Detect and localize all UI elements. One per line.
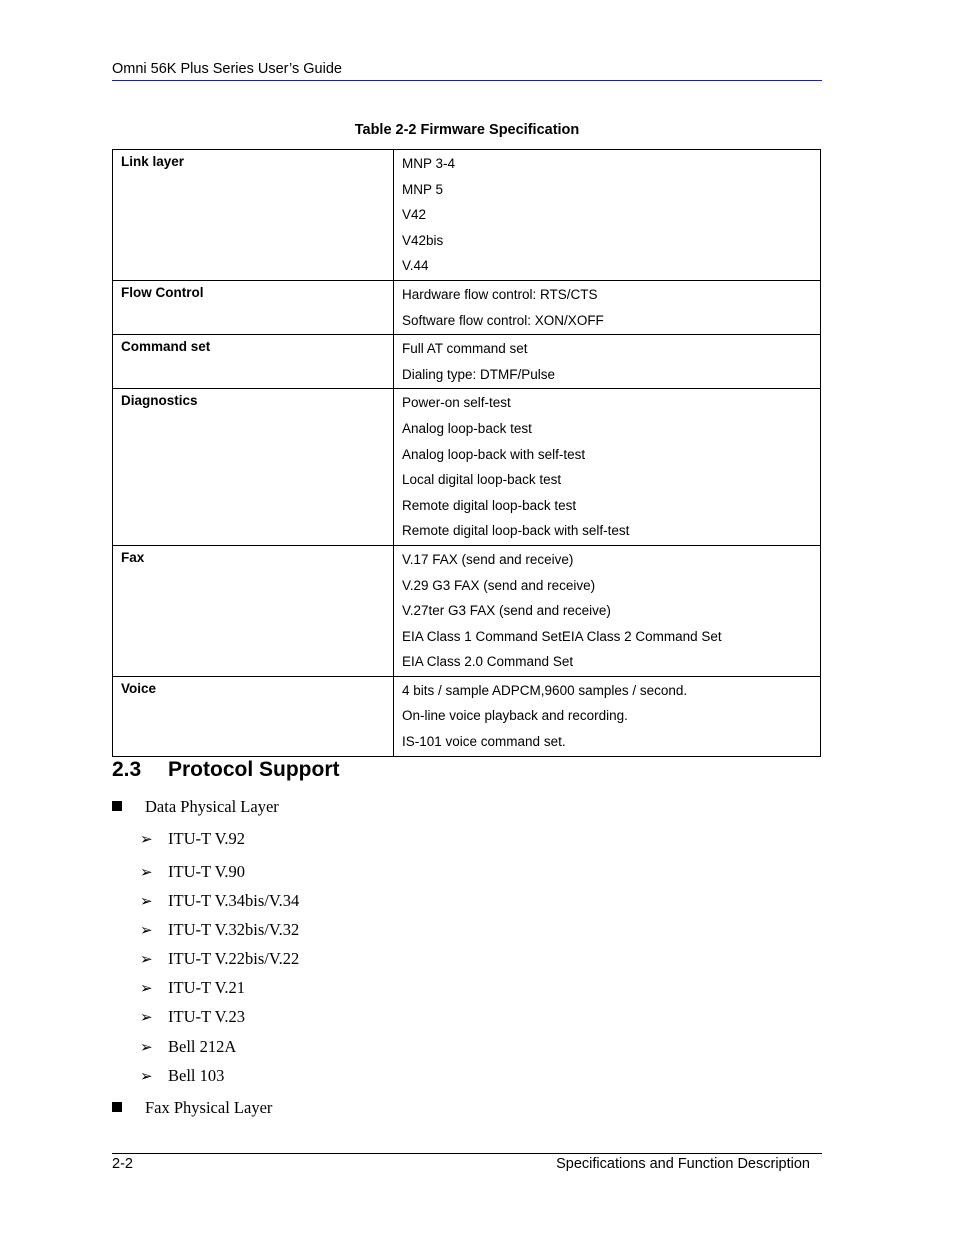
arrow-bullet-icon: ➢ <box>140 892 153 910</box>
list-item <box>140 1007 245 1027</box>
row-value: 4 bits / sample ADPCM,9600 samples / second. <box>402 682 688 698</box>
table-row <box>113 335 821 389</box>
list-item-label: ITU-T V.21 <box>168 978 246 997</box>
row-values <box>394 676 821 756</box>
row-value: Dialing type: DTMF/Pulse <box>402 366 556 382</box>
list-item-label: ITU-T V.22bis/V.22 <box>168 949 300 968</box>
table-row <box>113 389 821 546</box>
section-title: Protocol Support <box>168 758 340 781</box>
square-bullet-icon <box>112 1102 122 1112</box>
list-item-label: ITU-T V.90 <box>168 862 246 881</box>
firmware-spec-table-body <box>113 150 821 757</box>
row-value: V.27ter G3 FAX (send and receive) <box>402 603 611 619</box>
row-value: EIA Class 1 Command SetEIA Class 2 Command Set <box>402 628 722 644</box>
row-value: Remote digital loop-back with self-test <box>402 523 630 539</box>
arrow-bullet-icon: ➢ <box>140 830 153 848</box>
row-label: Fax <box>113 545 394 676</box>
bullet-label: Fax Physical Layer <box>145 1098 273 1117</box>
arrow-bullet-icon: ➢ <box>140 863 153 881</box>
page-number: 2-2 <box>112 1156 133 1172</box>
table-caption: Table 2-2 Firmware Specification <box>354 122 580 138</box>
row-values <box>394 389 821 546</box>
row-value: V.29 G3 FAX (send and receive) <box>402 577 596 593</box>
table-row <box>113 676 821 756</box>
list-item <box>140 891 299 911</box>
section-heading <box>112 758 340 782</box>
row-values <box>394 545 821 676</box>
bullet-label: Data Physical Layer <box>145 797 279 816</box>
arrow-bullet-icon: ➢ <box>140 979 153 997</box>
list-item <box>140 1066 224 1086</box>
row-value: On-line voice playback and recording. <box>402 708 628 724</box>
row-value: EIA Class 2.0 Command Set <box>402 654 574 670</box>
bullet-fax-physical-layer <box>112 1098 272 1118</box>
row-values <box>394 335 821 389</box>
section-number: 2.3 <box>112 758 142 781</box>
row-values <box>394 280 821 334</box>
table-row <box>113 545 821 676</box>
list-item-label: ITU-T V.92 <box>168 829 246 848</box>
list-item <box>140 1037 236 1057</box>
list-item <box>140 920 299 940</box>
running-header: Omni 56K Plus Series User’s Guide <box>112 61 342 77</box>
row-value: Power-on self-test <box>402 395 511 411</box>
row-label: Voice <box>113 676 394 756</box>
row-value: V42bis <box>402 232 444 248</box>
row-value: Remote digital loop-back test <box>402 497 577 513</box>
list-item <box>140 949 299 969</box>
list-item <box>140 829 245 849</box>
table-row <box>113 280 821 334</box>
table-row <box>113 150 821 281</box>
arrow-bullet-icon: ➢ <box>140 1008 153 1026</box>
square-bullet-icon <box>112 801 122 811</box>
row-value: Full AT command set <box>402 341 528 357</box>
row-value: Analog loop-back with self-test <box>402 446 586 462</box>
list-item-label: Bell 103 <box>168 1066 225 1085</box>
list-item-label: Bell 212A <box>168 1037 237 1056</box>
arrow-bullet-icon: ➢ <box>140 921 153 939</box>
list-item <box>140 862 245 882</box>
row-value: Local digital loop-back test <box>402 472 562 488</box>
row-label: Flow Control <box>113 280 394 334</box>
row-value: Software flow control: XON/XOFF <box>402 312 604 328</box>
arrow-bullet-icon: ➢ <box>140 950 153 968</box>
list-item-label: ITU-T V.34bis/V.34 <box>168 891 300 910</box>
list-item-label: ITU-T V.23 <box>168 1007 246 1026</box>
arrow-bullet-icon: ➢ <box>140 1038 153 1056</box>
row-value: V.44 <box>402 258 429 274</box>
row-value: V.17 FAX (send and receive) <box>402 551 574 567</box>
row-label: Link layer <box>113 150 394 281</box>
row-values <box>394 150 821 281</box>
row-value: Hardware flow control: RTS/CTS <box>402 286 598 302</box>
firmware-spec-table <box>112 149 821 757</box>
header-rule <box>112 80 822 81</box>
arrow-bullet-icon: ➢ <box>140 1067 153 1085</box>
row-value: IS-101 voice command set. <box>402 734 566 750</box>
row-value: Analog loop-back test <box>402 420 532 436</box>
row-value: MNP 5 <box>402 181 444 197</box>
footer-rule <box>112 1153 822 1154</box>
bullet-data-physical-layer <box>112 797 279 817</box>
list-item <box>140 978 245 998</box>
list-item-label: ITU-T V.32bis/V.32 <box>168 920 300 939</box>
row-value: MNP 3-4 <box>402 156 456 171</box>
row-label: Command set <box>113 335 394 389</box>
footer-chapter-title: Specifications and Function Description <box>556 1156 810 1172</box>
row-value: V42 <box>402 207 427 223</box>
row-label: Diagnostics <box>113 389 394 546</box>
